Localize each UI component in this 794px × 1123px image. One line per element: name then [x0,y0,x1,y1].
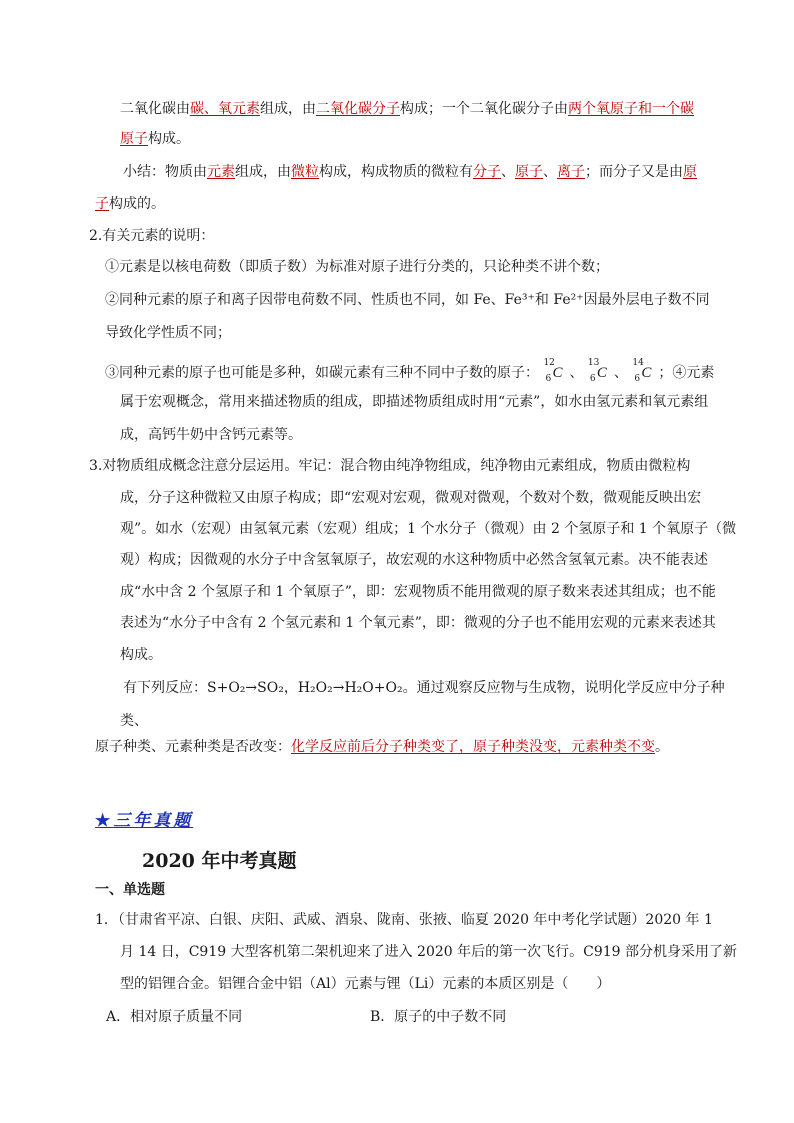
answer-blank: 二氧化碳分子 [316,101,400,117]
answer-blank: 离子 [557,164,585,180]
answer-blank: 分子 [473,164,501,180]
reaction-line1: 有下列反应：S+O₂→SO₂，H₂O₂→H₂O+O₂。通过观察反应物与生成物，说明化学反应中分子种 [123,680,725,696]
isotope-c14: 14 6 C [632,358,652,384]
question1-line1: 1．（甘肃省平凉、白银、庆阳、武威、酒泉、陇南、张掖、临夏 2020 年中考化学试题）2020 年 1 [95,912,713,928]
question1-line3: 型的铝锂合金。铝锂合金中铝（Al）元素与锂（Li）元素的本质区别是（ ） [120,976,611,992]
question1-line2: 月 14 日，C919 大型客机第二架机迎来了进入 2020 年后的第一次飞行。C919 部分机身采用了新 [120,944,738,960]
section3-line: 观”。如水（宏观）由氢氧元素（宏观）组成；1 个水分子（微观）由 2 个氢原子和 1 个氧原子（微 [120,521,737,537]
question-type-heading: 一、单选题 [95,882,165,898]
section2-item2-line1: ②同种元素的原子和离子因带电荷数不同、性质也不同，如 Fe、Fe³⁺和 Fe²⁺因最外层电子数不同 [105,292,710,308]
answer-blank: 微粒 [291,164,319,180]
section3-line: 成，分子这种微粒又由原子构成；即“宏观对宏观，微观对微观，个数对个数，微观能反映出宏 [120,490,702,506]
exam-year-title: 2020 年中考真题 [142,850,297,872]
summary-line1: 小结：物质由元素组成，由微粒构成，构成物质的微粒有分子、原子、离子；而分子又是由原 [123,164,697,180]
option-a[interactable]: A．相对原子质量不同 [106,1009,243,1025]
answer-blank: 原 [683,164,697,180]
section-header-three-year-exams: ★三年真题 [95,811,194,831]
section2-item1: ①元素是以核电荷数（即质子数）为标准对原子进行分类的，只论种类不讲个数； [105,259,609,275]
section3-line: 成“水中含 2 个氢原子和 1 个氧原子”，即：宏观物质不能用微观的原子数来表述其组成；也不能 [120,584,716,600]
star-icon: ★ [95,811,114,831]
answer-blank: 原子 [515,164,543,180]
section2-item2-line2: 导致化学性质不同； [105,325,231,341]
co2-composition-line1: 二氧化碳由碳、氧元素组成，由二氧化碳分子构成；一个二氧化碳分子由两个氧原子和一个碳 [120,101,694,117]
co2-composition-line2: 原子构成。 [120,131,190,147]
answer-blank: 子 [95,196,109,212]
section2-item3-line2: 属于宏观概念，常用来描述物质的组成，即描述物质组成时用“元素”，如水由氢元素和氧元素组 [120,394,709,410]
answer-blank: 碳、氧元素 [190,101,260,117]
section2-item3-line1: ③同种元素的原子也可能是多种，如碳元素有三种不同中子数的原子： 12 6 C 、 13 6 C 、 14 6 C ；④元素 [105,358,715,384]
section3-line: 观）构成；因微观的水分子中含氢氧原子，故宏观的水这种物质中必然含氢氧元素。决不能表述 [120,552,708,568]
answer-blank: 原子 [120,131,148,147]
section3-line: 表述为“水分子中含有 2 个氢元素和 1 个氧元素”，即：微观的分子也不能用宏观的元素来表述其 [120,615,716,631]
section3-line: 3.对物质组成概念注意分层运用。牢记：混合物由纯净物组成，纯净物由元素组成，物质由微粒构 [89,458,691,474]
answer-blank: 元素 [207,164,235,180]
reaction-question: 原子种类、元素种类是否改变：化学反应前后分子种类变了，原子种类没变，元素种类不变。 [95,739,669,755]
section2-item3-line3: 成，高钙牛奶中含钙元素等。 [120,427,302,443]
isotope-c13: 13 6 C [587,358,607,384]
isotope-c12: 12 6 C [543,358,563,384]
answer-blank: 两个氧原子和一个碳 [568,101,694,117]
reaction-line2: 类、 [120,713,148,729]
section3-line: 构成。 [120,647,162,663]
summary-line2: 子构成的。 [95,196,165,212]
option-b[interactable]: B．原子的中子数不同 [370,1009,507,1025]
section2-title: 2.有关元素的说明： [89,228,215,244]
answer-blank: 化学反应前后分子种类变了，原子种类没变，元素种类不变 [291,739,655,755]
